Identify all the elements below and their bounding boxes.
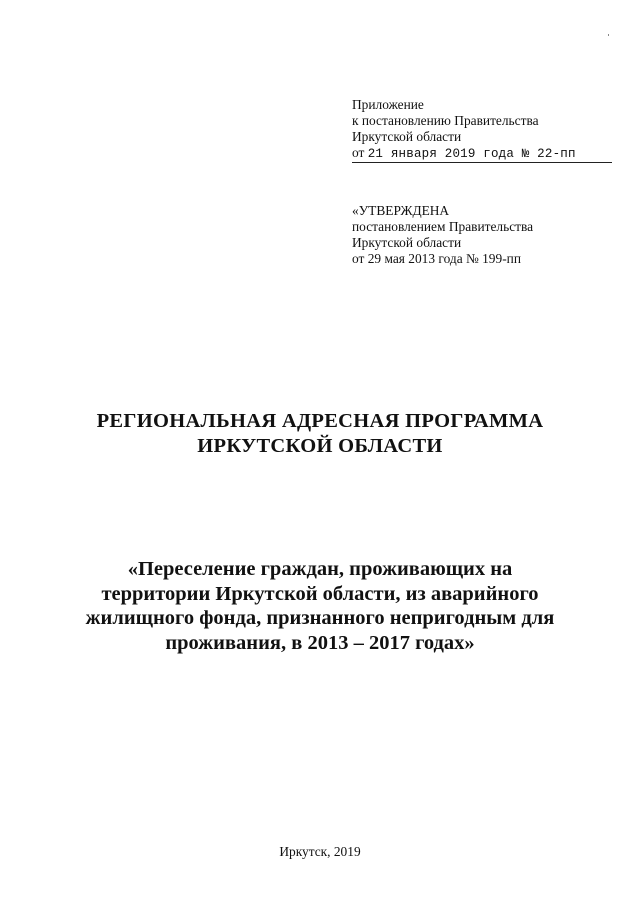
approved-date: от 29 мая 2013 года № 199-пп xyxy=(352,251,521,266)
approved-region: Иркутской области xyxy=(352,235,462,250)
approved-block xyxy=(352,203,612,267)
program-title-line-2: ИРКУТСКОЙ ОБЛАСТИ xyxy=(197,435,443,457)
appendix-date-value: 21 января 2019 года № 22-пп xyxy=(367,147,576,161)
scan-speck xyxy=(608,34,609,36)
appendix-decree-ref: к постановлению Правительства xyxy=(352,113,539,128)
approved-heading: «УТВЕРЖДЕНА xyxy=(352,203,450,218)
program-subtitle xyxy=(60,557,580,655)
footer-place-year: Иркутск, 2019 xyxy=(279,844,361,859)
appendix-date-line xyxy=(352,145,612,163)
appendix-title: Приложение xyxy=(352,97,424,112)
appendix-region: Иркутской области xyxy=(352,129,462,144)
program-subtitle-line-2: территории Иркутской области, из аварийного xyxy=(101,582,539,605)
appendix-date-prefix: от xyxy=(352,145,365,160)
appendix-block xyxy=(352,97,612,163)
program-title-line-1: РЕГИОНАЛЬНАЯ АДРЕСНАЯ ПРОГРАММА xyxy=(96,410,544,432)
approved-decree-ref: постановлением Правительства xyxy=(352,219,534,234)
program-subtitle-line-1: «Переселение граждан, проживающих на xyxy=(127,558,513,580)
program-subtitle-line-3: жилищного фонда, признанного непригодным для xyxy=(85,607,555,629)
program-title xyxy=(60,409,580,459)
program-subtitle-line-4: проживания, в 2013 – 2017 годах» xyxy=(165,631,475,654)
